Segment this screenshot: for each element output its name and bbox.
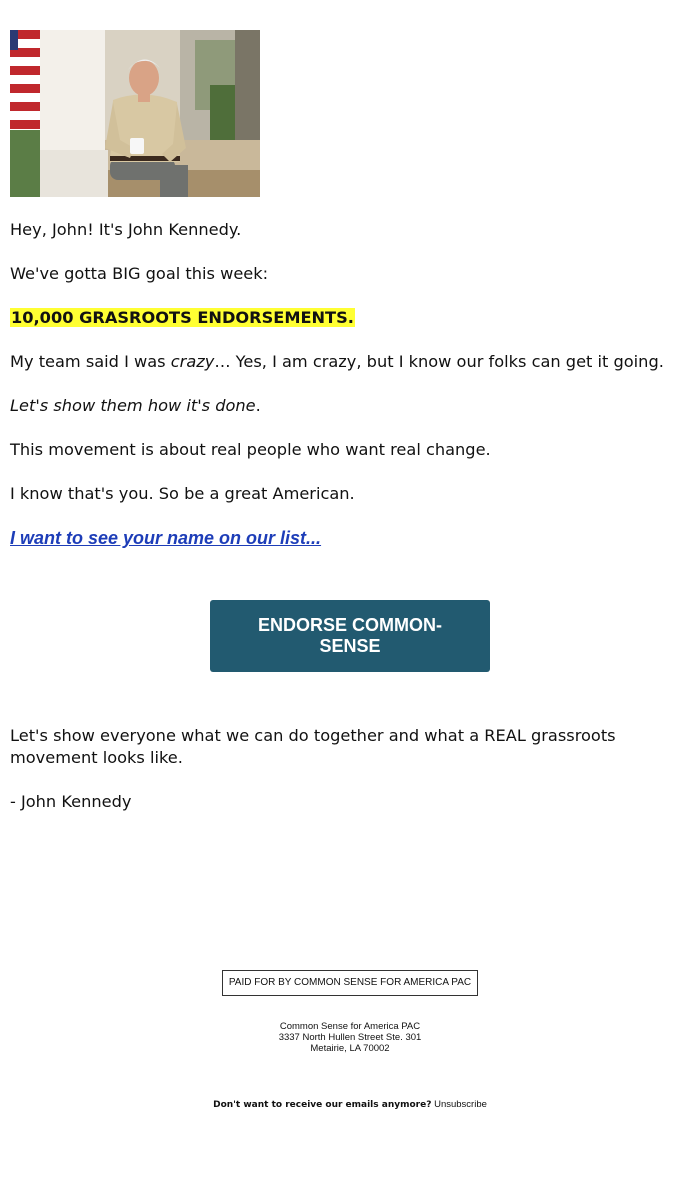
crazy-italic: crazy [170, 352, 215, 371]
together-text: Let's show everyone what we can do together and what a REAL grassroots movement looks like. [10, 726, 616, 767]
mailing-address [0, 1021, 700, 1054]
endorse-button[interactable] [210, 600, 490, 672]
unsubscribe-question: Don't want to receive our emails anymore? [213, 1100, 432, 1110]
org-name: Common Sense for America PAC [279, 1021, 421, 1032]
city-address: Metairie, LA 70002 [310, 1043, 390, 1054]
goal-text: We've gotta BIG goal this week: [10, 264, 269, 283]
hero-photo-illustration [10, 30, 260, 197]
email-body [10, 30, 690, 813]
unsubscribe-line [0, 1099, 700, 1110]
footer [0, 970, 700, 1110]
highlighted-headline: 10,000 GRASROOTS ENDORSEMENTS. [11, 308, 354, 327]
show-italic: Let's show them how it's done [10, 396, 256, 415]
street-address: 3337 North Hullen Street Ste. 301 [278, 1032, 422, 1043]
greeting-text: Hey, John! It's John Kennedy. [10, 220, 242, 239]
movement-text: This movement is about real people who want real change. [10, 440, 491, 459]
signature-text: - John Kennedy [10, 792, 132, 811]
show-paragraph [10, 395, 690, 417]
unsubscribe-link[interactable]: Unsubscribe [434, 1099, 487, 1110]
crazy-suffix: … Yes, I am crazy, but I know our folks can get it going. [214, 352, 664, 371]
endorse-button-label: ENDORSE COMMON-SENSE [258, 615, 442, 656]
link-paragraph [10, 527, 690, 550]
headline-text [10, 307, 690, 329]
show-suffix: . [255, 396, 261, 415]
name-on-list-link[interactable]: I want to see your name on our list... [10, 528, 322, 548]
hero-photo [10, 30, 260, 197]
button-row [10, 600, 690, 672]
you-text: I know that's you. So be a great American. [10, 484, 355, 503]
crazy-prefix: My team said I was [10, 352, 171, 371]
crazy-paragraph [10, 351, 690, 373]
paid-for-disclaimer: PAID FOR BY COMMON SENSE FOR AMERICA PAC [222, 970, 478, 996]
